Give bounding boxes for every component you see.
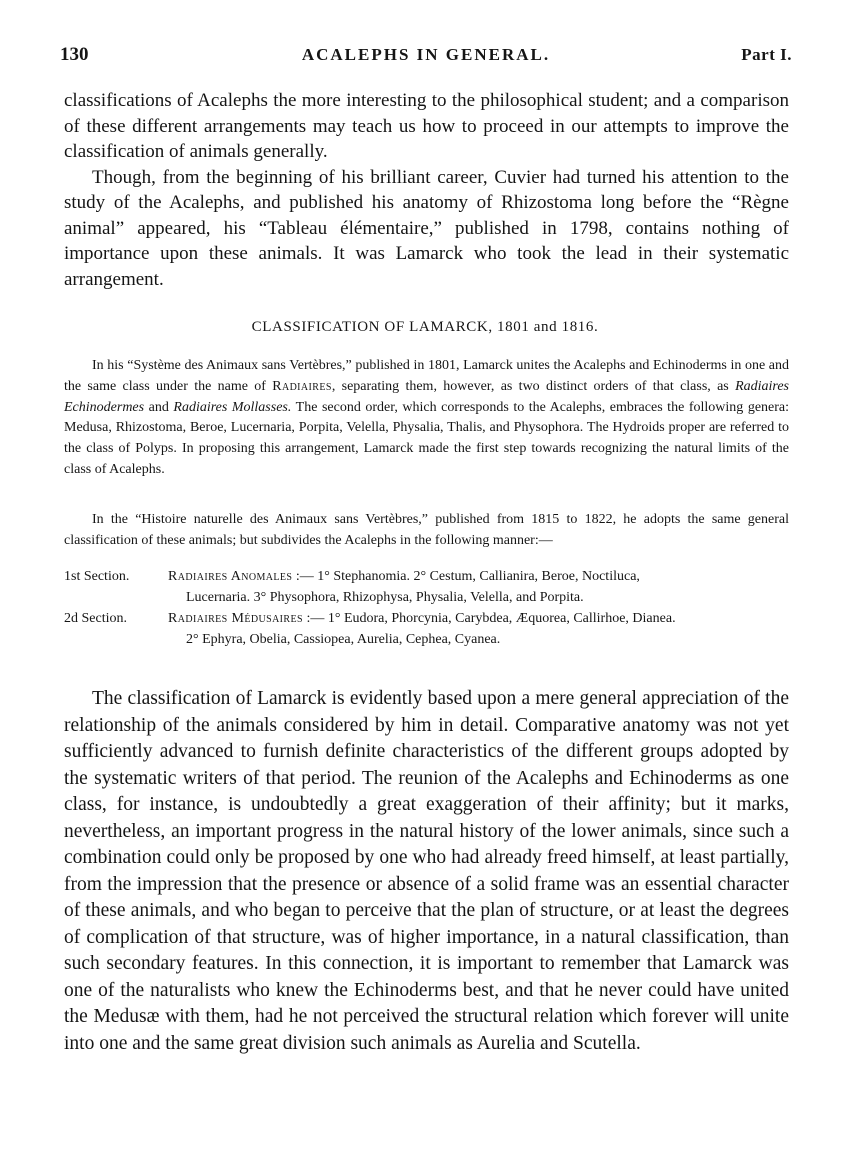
main-text: [64, 686, 789, 1057]
section-genera-line2: 2° Ephyra, Obelia, Cassiopea, Aurelia, Cephea, Cyanea.: [186, 632, 501, 647]
main-paragraph: The classification of Lamarck is evidently based upon a mere general appreciation of the relationship of the animals considered by him in detail. Comparative anatomy was not yet sufficiently advanced to furnish definite characteristics of the different groups adopted by the systematic writers of that period. The reunion of the Acalephs and Echinoderms as one class, for instance, is undoubtedly a great exaggeration of their affinity; but it marks, nevertheless, an important progress in the natural history of the lower animals, since such a combination could only be proposed by one who had already freed himself, at least partially, from the impression that the presence or absence of a solid frame was an essential character of these animals, and who began to perceive that the plan of structure, or at least the degrees of complication of that structure, was of higher importance, in a natural classification, than such secondary features. In this connection, it is important to remember that Lamarck was one of the naturalists who knew the Echinoderms best, and that he never could have united the Medusæ with them, had he not perceived the structural relation which forever will unite into one and the same great division such animals as Aurelia and Scutella.: [64, 688, 789, 1054]
page-number: 130: [60, 44, 89, 65]
lamarck-1801-paragraph: [64, 356, 789, 481]
p1-radiaires: Radiaires: [272, 378, 332, 394]
section-label: 2d Section.: [64, 611, 127, 626]
part-label: Part I.: [741, 45, 792, 64]
section-name: Radiaires Médusaires: [168, 611, 303, 626]
page-header: [60, 44, 792, 74]
p1-text-e: and: [144, 399, 174, 415]
section-genera-line1: :— 1° Stephanomia. 2° Cestum, Callianira, Beroe, Noctiluca,: [292, 569, 640, 584]
section-genera-line1: :— 1° Eudora, Phorcynia, Carybdea, Æquorea, Callirhoe, Dianea.: [302, 611, 676, 626]
p1-text-c: , separating them, however, as two distinct orders of that class, as: [331, 378, 736, 394]
section-name: Radiaires Anomales: [168, 569, 293, 584]
classification-section-1: [64, 566, 789, 608]
p1-text-g: The second order, which corresponds to the Acalephs, embraces the following genera: Medusa, Rhizostoma, Beroe, Lucernaria, Porpita, Velella, Physalia, Thalis, and Physophora. The Hydroids proper are referred to the class of Polyps. In proposing this arrangement, Lamarck made the first step towards recognizing the natural limits of the class of Acalephs.: [64, 399, 790, 477]
p2-text: In the “Histoire naturelle des Animaux sans Vertèbres,” published from 1815 to 1822, he adopts the same general classification of these animals; but subdivides the Acalephs in the following manner:—: [64, 512, 789, 548]
intro-text: [64, 88, 789, 292]
section-label: 1st Section.: [64, 569, 130, 584]
intro-paragraph-continued: classifications of Acalephs the more interesting to the philosophical student; and a comparison of these different arrangements may teach us how to proceed in our attempts to improve the classification of animals generally.: [64, 90, 789, 162]
section-genera-line2: Lucernaria. 3° Physophora, Rhizophysa, Physalia, Velella, and Porpita.: [186, 590, 584, 605]
section-heading: CLASSIFICATION OF LAMARCK, 1801 and 1816.: [251, 319, 599, 335]
intro-paragraph-cuvier: Though, from the beginning of his brilliant career, Cuvier had turned his attention to the study of the Acalephs, and published his anatomy of Rhizostoma long before the “Règne animal” appeared, his “Tableau élémentaire,” published in 1798, contains nothing of importance upon these animals. It was Lamarck who took the lead in their systematic arrangement.: [64, 166, 789, 290]
p1-radiaires-mollasses: Radiaires Mollasses.: [173, 399, 292, 415]
lamarck-1815-paragraph: [64, 510, 789, 552]
p1-text-a: In his “Système des Animaux sans Vertèbres,” published in 1801, Lamarck unites the Acalephs and Echinoderms in one and the same class under the name of: [64, 358, 789, 394]
classification-section-2: [64, 608, 789, 650]
p1-radiaires-echinodermes: Radiaires Echinodermes: [64, 378, 789, 415]
running-title: ACALEPHS IN GENERAL.: [301, 45, 551, 64]
